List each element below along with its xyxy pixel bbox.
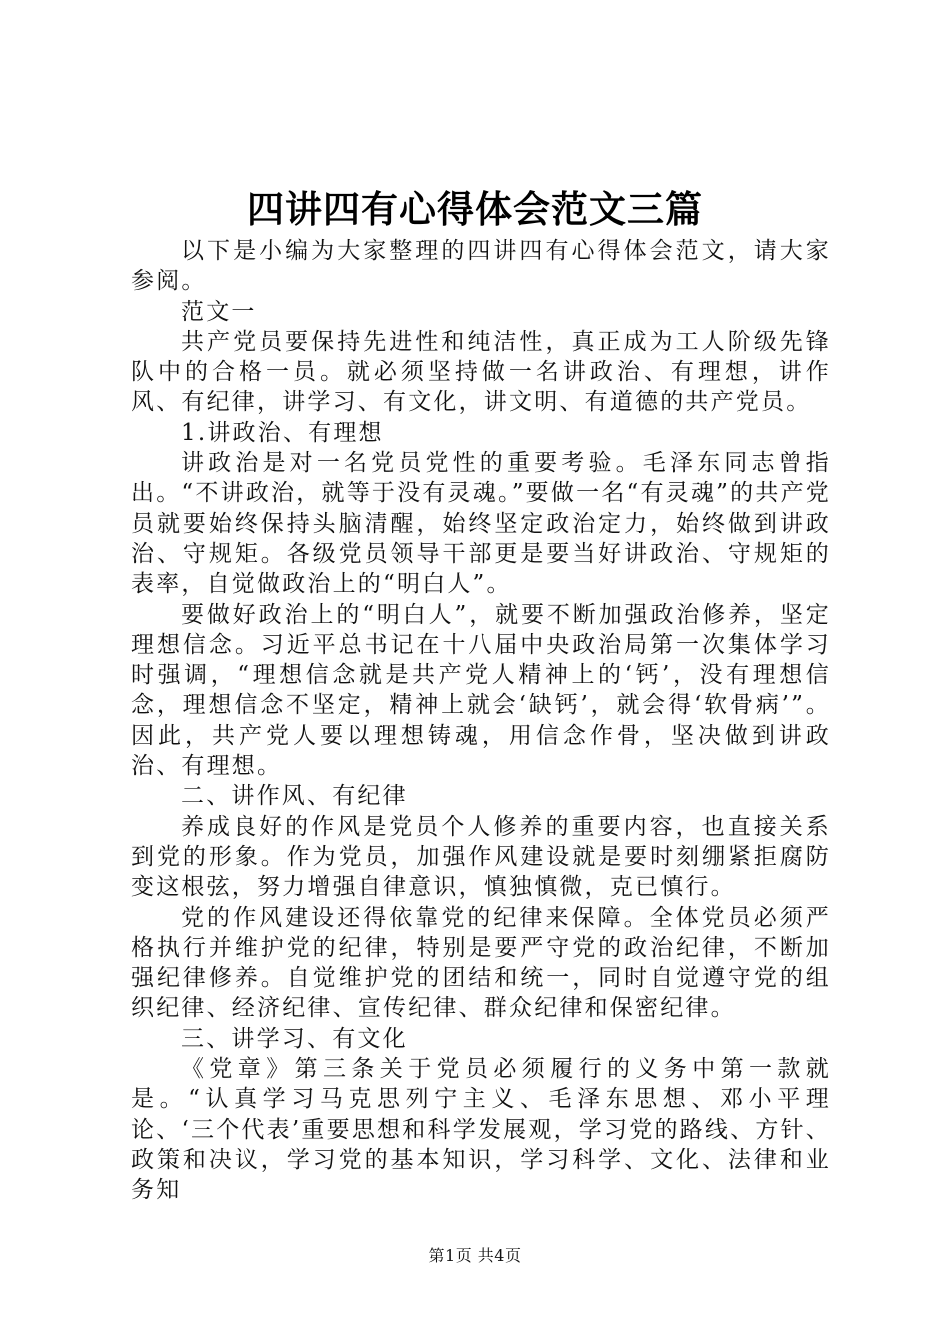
section-heading-discipline: 二、讲作风、有纪律	[181, 783, 408, 810]
section-heading-sample-one: 范文一	[181, 298, 257, 325]
body-paragraph: 《党章》第三条关于党员必须履行的义务中第一款就是。“认真学习马克思列宁主义、毛泽东思想、邓小平理论、‘三个代表’重要思想和科学发展观，学习党的路线、方针、政策和决议，学习党的基本知识，学习科学、文化、法律和业务知	[131, 1056, 831, 1204]
body-paragraph: 共产党员要保持先进性和纯洁性，真正成为工人阶级先锋队中的合格一员。就必须坚持做一名讲政治、有理想，讲作风、有纪律，讲学习、有文化，讲文明、有道德的共产党员。	[131, 328, 831, 416]
page-footer: 第1页 共4页	[428, 1246, 522, 1265]
document-title: 四讲四有心得体会范文三篇	[247, 187, 703, 231]
body-paragraph: 要做好政治上的“明白人”，就要不断加强政治修养，坚定理想信念。习近平总书记在十八届中央政治局第一次集体学习时强调，“理想信念就是共产党人精神上的‘钙’，没有理想信念，理想信念不坚定，精神上就会‘缺钙’，就会得‘软骨病’”。因此，共产党人要以理想铸魂，用信念作骨，坚决做到讲政治、有理想。	[131, 601, 831, 780]
document-body	[131, 236, 831, 1206]
section-heading-politics: 1.讲政治、有理想	[181, 419, 384, 446]
intro-paragraph: 以下是小编为大家整理的四讲四有心得体会范文，请大家参阅。	[131, 238, 831, 295]
body-paragraph: 养成良好的作风是党员个人修养的重要内容，也直接关系到党的形象。作为党员，加强作风建设就是要时刻绷紧拒腐防变这根弦，努力增强自律意识，慎独慎微，克已慎行。	[131, 813, 831, 901]
section-heading-study: 三、讲学习、有文化	[181, 1025, 408, 1052]
body-paragraph: 党的作风建设还得依靠党的纪律来保障。全体党员必须严格执行并维护党的纪律，特别是要严守党的政治纪律，不断加强纪律修养。自觉维护党的团结和统一，同时自觉遵守党的组织纪律、经济纪律、宣传纪律、群众纪律和保密纪律。	[131, 904, 831, 1022]
body-paragraph: 讲政治是对一名党员党性的重要考验。毛泽东同志曾指出。“不讲政治，就等于没有灵魂。”要做一名“有灵魂”的共产党员就要始终保持头脑清醒，始终坚定政治定力，始终做到讲政治、守规矩。各级党员领导干部更是要当好讲政治、守规矩的表率，自觉做政治上的“明白人”。	[131, 450, 831, 598]
